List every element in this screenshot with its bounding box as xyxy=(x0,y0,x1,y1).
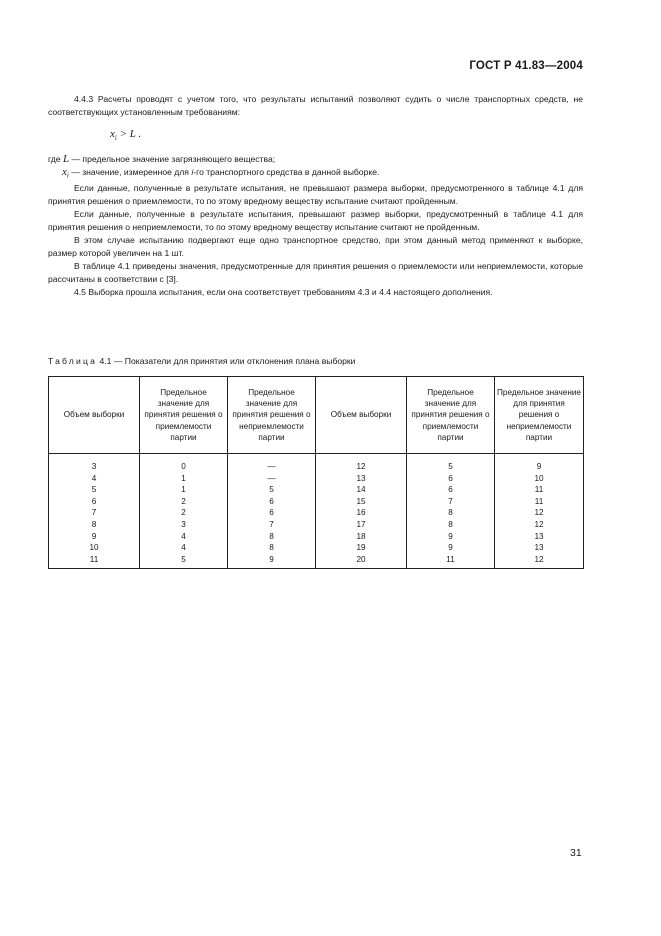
paragraph-additional-vehicle: В этом случае испытанию подвергают еще одно транспортное средство, при этом данный метод применяют к выборке, размер которой увеличен на 1 шт. xyxy=(48,235,583,258)
table-cell: 18 xyxy=(316,531,407,543)
paragraph-4-5: 4.5 Выборка прошла испытания, если она соответствует требованиям 4.3 и 4.4 настоящего дополнения. xyxy=(74,286,493,297)
table-cell: 20 xyxy=(316,554,407,569)
table-cell: 13 xyxy=(316,473,407,485)
table-cell: 8 xyxy=(407,507,495,519)
table-cell: 6 xyxy=(407,473,495,485)
table-cell: 6 xyxy=(228,507,316,519)
table-cell: 11 xyxy=(407,554,495,569)
table-row xyxy=(49,554,584,569)
table-cell: 4 xyxy=(140,531,228,543)
table-cell: 12 xyxy=(316,454,407,473)
table-cell: 15 xyxy=(316,496,407,508)
paragraph-reject: Если данные, полученные в результате испытания, превышают размер выборки, предусмотренный в таблице 4.1 для принятия решения о неприемлемости, то по этому вредному веществу испытание считают не пройденным. xyxy=(48,209,583,233)
table-cell: 5 xyxy=(140,554,228,569)
table-cell: 8 xyxy=(407,519,495,531)
def-x-text2: -го транспортного средства в данной выборке. xyxy=(193,166,380,177)
table-cell: 9 xyxy=(495,454,584,473)
def-prefix: где xyxy=(48,153,63,164)
def-symbol-L: L xyxy=(62,152,70,165)
table-header-row xyxy=(49,377,584,454)
table-cell: 13 xyxy=(495,531,584,543)
page-number: 31 xyxy=(570,847,582,859)
table-cell: 13 xyxy=(495,542,584,554)
table-cell: 16 xyxy=(316,507,407,519)
table-cell: 9 xyxy=(49,531,140,543)
table-row xyxy=(49,507,584,519)
table-caption-text: 4.1 — Показатели для принятия или отклонения плана выборки xyxy=(97,356,356,366)
table-cell: 8 xyxy=(228,531,316,543)
table-cell: — xyxy=(228,454,316,473)
def-symbol-i: i xyxy=(191,166,194,177)
formula-var: x xyxy=(110,127,115,140)
formula xyxy=(110,128,583,145)
paragraph-table-ref: В таблице 4.1 приведены значения, предусмотренные для принятия решения о приемлемости или неприемлемости, которые рассчитаны в соответствии с [3]. xyxy=(48,260,583,284)
definition-L xyxy=(48,153,583,166)
table-cell: 8 xyxy=(228,542,316,554)
table-cell: 8 xyxy=(49,519,140,531)
table-cell: 5 xyxy=(49,484,140,496)
table-row xyxy=(49,473,584,485)
table-cell: 9 xyxy=(407,542,495,554)
table-header: Предельное значение для принятия решения о приемлемости партии xyxy=(407,377,495,454)
table-cell: 3 xyxy=(49,454,140,473)
table-cell: 11 xyxy=(495,496,584,508)
table-cell: 7 xyxy=(49,507,140,519)
table-cell: 11 xyxy=(495,484,584,496)
formula-sub: i xyxy=(114,134,117,142)
table-cell: 10 xyxy=(495,473,584,485)
paragraph-accept: Если данные, полученные в результате испытания, не превышают размера выборки, предусмотренного в таблице 4.1 для принятия решения о приемлемости, то по этому вредному веществу испытание считают пройденным. xyxy=(48,183,583,207)
table-cell: 4 xyxy=(49,473,140,485)
table-caption-label: Таблица xyxy=(48,356,98,366)
table-cell: 14 xyxy=(316,484,407,496)
table-header: Объем выборки xyxy=(316,377,407,454)
table-cell: 12 xyxy=(495,554,584,569)
table-cell: 2 xyxy=(140,507,228,519)
table-cell: 17 xyxy=(316,519,407,531)
table-cell: 9 xyxy=(407,531,495,543)
sampling-table xyxy=(48,376,584,569)
table-cell: 6 xyxy=(49,496,140,508)
table-header: Предельное значение для принятия решения о неприемлемости партии xyxy=(228,377,316,454)
table-row xyxy=(49,519,584,531)
def-x-text1: — значение, измеренное для xyxy=(68,166,192,177)
table-header: Предельное значение для принятия решения о приемлемости партии xyxy=(140,377,228,454)
table-row xyxy=(49,496,584,508)
formula-rest: > L . xyxy=(116,127,142,140)
table-cell: 1 xyxy=(140,473,228,485)
table-cell: 6 xyxy=(407,484,495,496)
document-id: ГОСТ Р 41.83—2004 xyxy=(469,60,583,72)
table-cell: 7 xyxy=(407,496,495,508)
table-cell: 7 xyxy=(228,519,316,531)
body-text xyxy=(48,93,583,299)
table-cell: 12 xyxy=(495,507,584,519)
table-cell: 6 xyxy=(228,496,316,508)
table-cell: 0 xyxy=(140,454,228,473)
table-header: Предельное значение для принятия решения о неприемлемости партии xyxy=(495,377,584,454)
def-symbol-x: x xyxy=(62,165,67,178)
table-cell: 9 xyxy=(228,554,316,569)
table-row xyxy=(49,531,584,543)
table-cell: 5 xyxy=(407,454,495,473)
table-cell: 1 xyxy=(140,484,228,496)
definition-xi xyxy=(48,166,583,183)
table-cell: 12 xyxy=(495,519,584,531)
table-cell: 4 xyxy=(140,542,228,554)
table-row xyxy=(49,454,584,473)
table-cell: 5 xyxy=(228,484,316,496)
table-caption xyxy=(48,356,355,366)
table-header: Объем выборки xyxy=(49,377,140,454)
table-cell: 11 xyxy=(49,554,140,569)
table-cell: 2 xyxy=(140,496,228,508)
table-cell: — xyxy=(228,473,316,485)
table-cell: 19 xyxy=(316,542,407,554)
table-row xyxy=(49,484,584,496)
paragraph-4-4-3: 4.4.3 Расчеты проводят с учетом того, что результаты испытаний позволяют судить о числе транспортных средств, не соответствующих установленным требованиям: xyxy=(48,94,583,117)
table-row xyxy=(49,542,584,554)
def-L-text: — предельное значение загрязняющего вещества; xyxy=(69,153,276,164)
def-symbol-x-sub: i xyxy=(66,171,69,180)
table-cell: 10 xyxy=(49,542,140,554)
table-cell: 3 xyxy=(140,519,228,531)
